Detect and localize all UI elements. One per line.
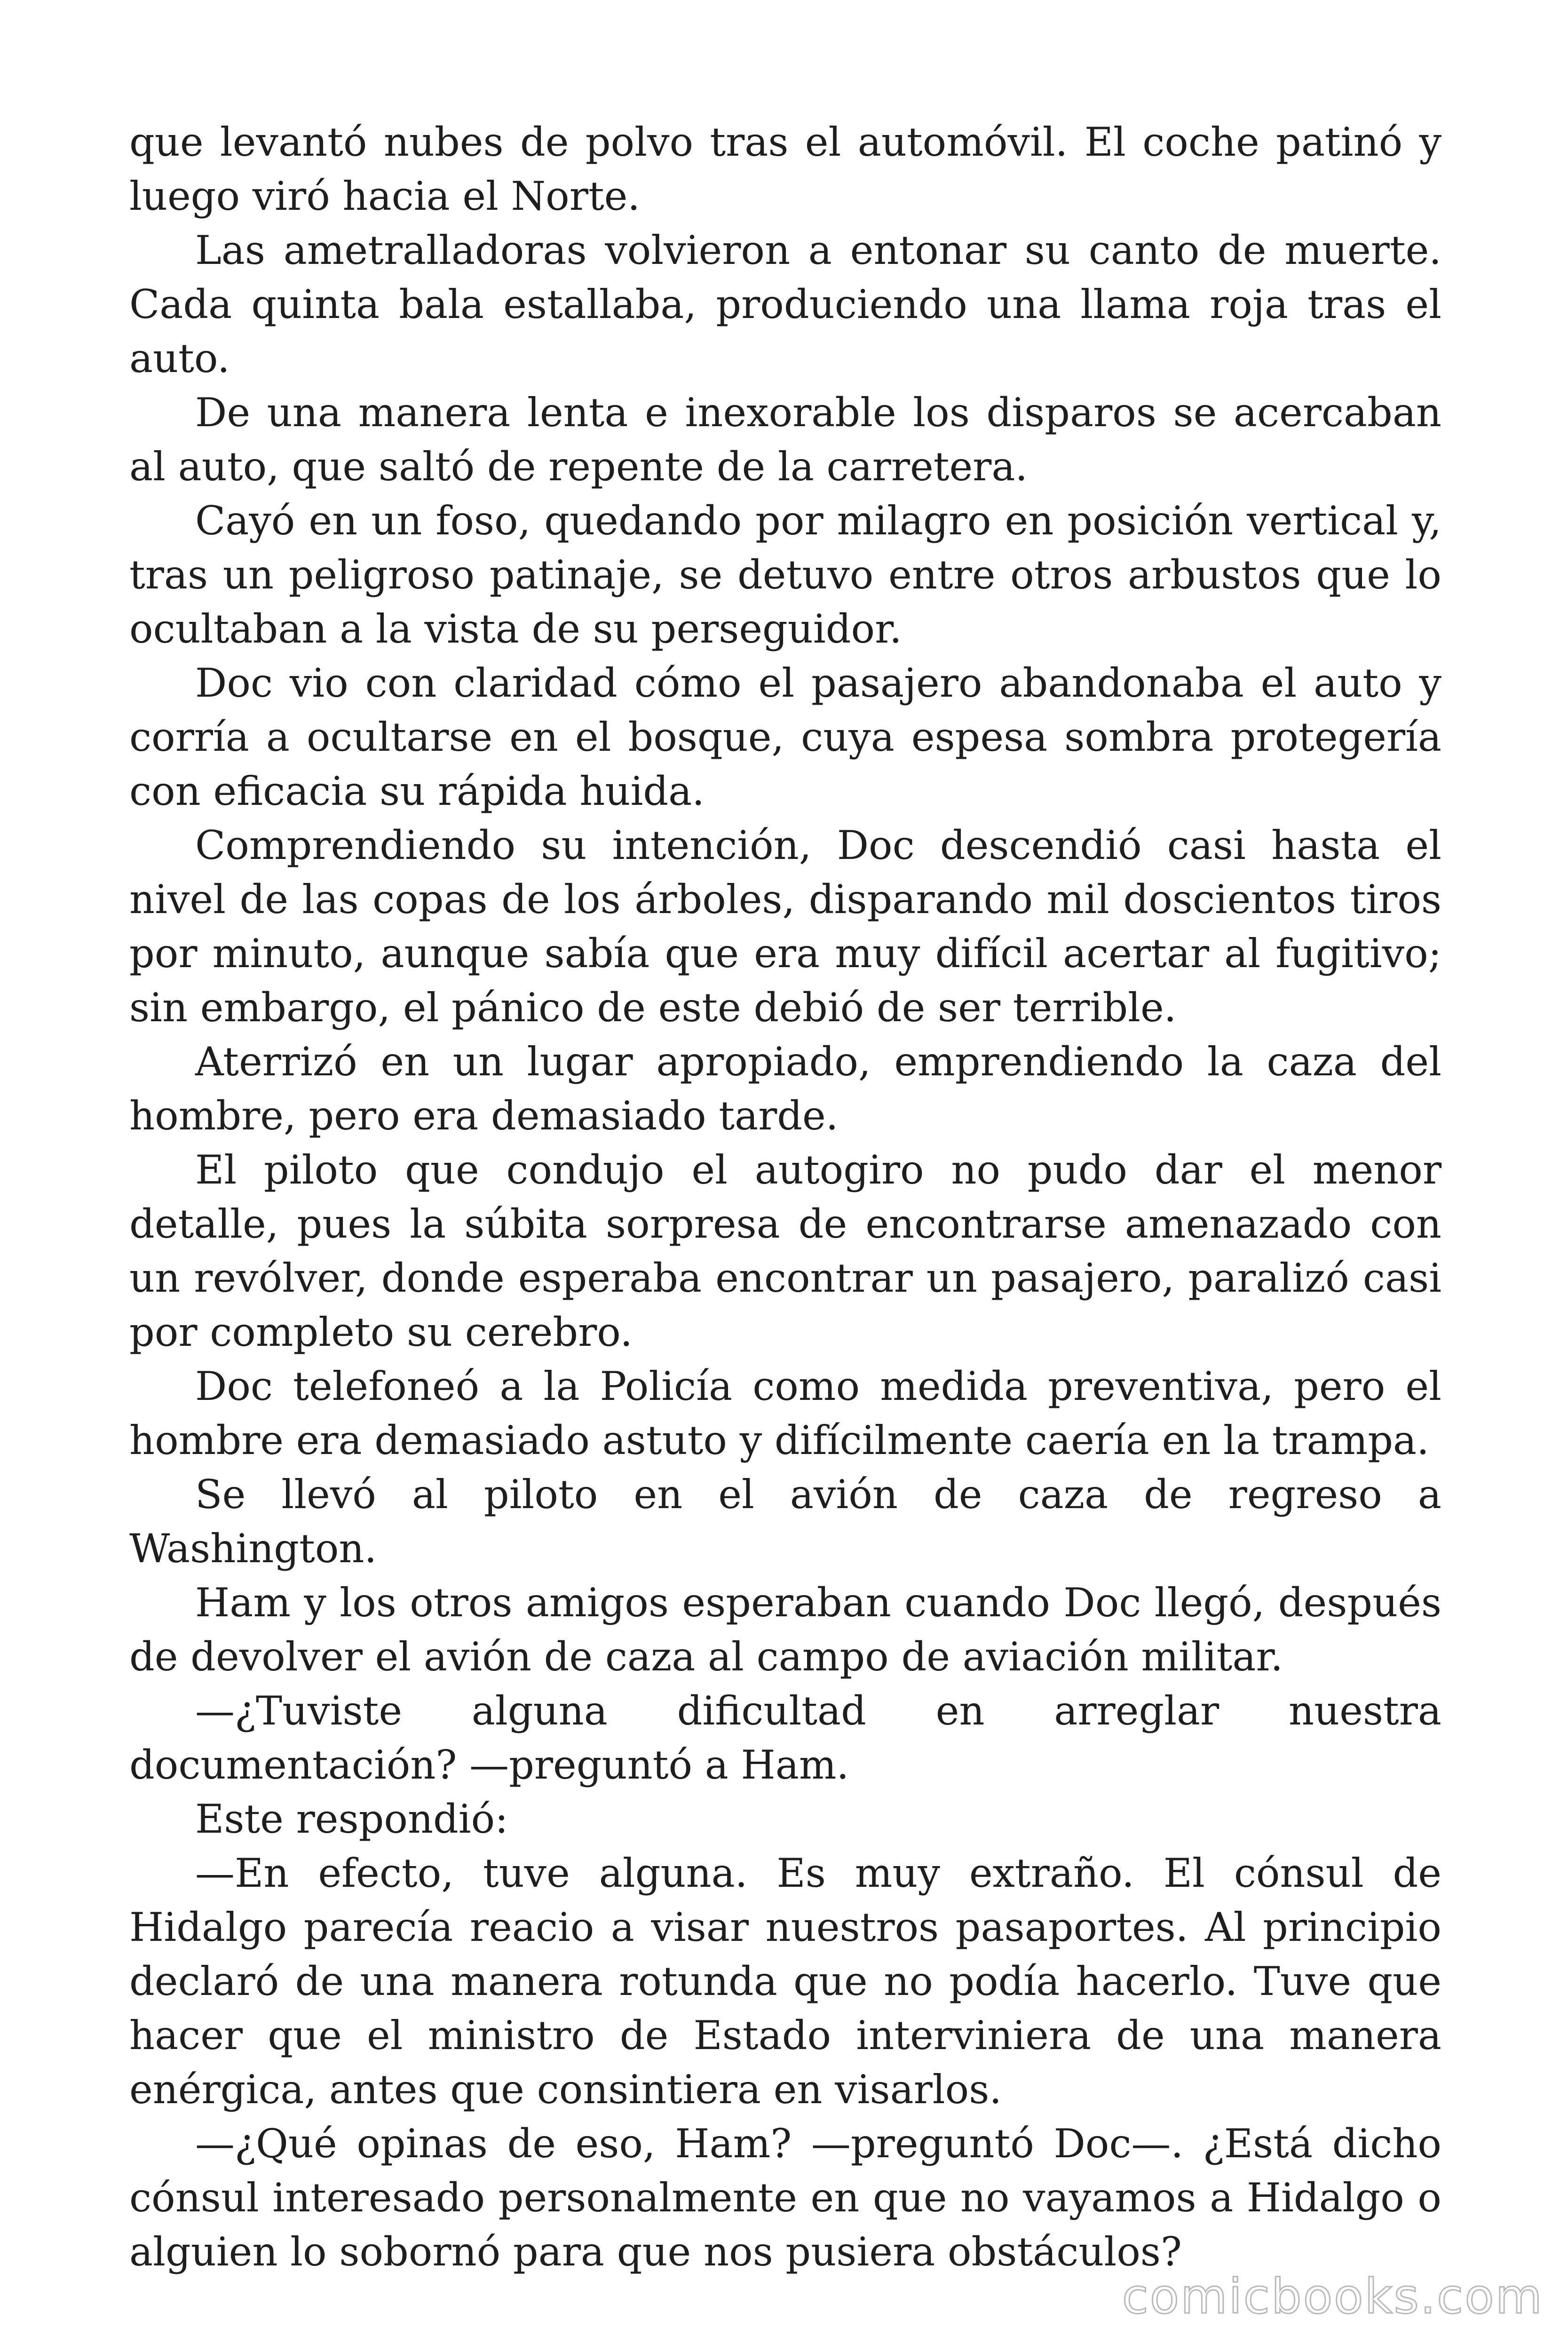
- paragraph: —¿Qué opinas de eso, Ham? —preguntó Doc—. ¿Está dicho cónsul interesado personalmente en que no vayamos a Hidalgo o alguien lo sobornó para que nos pusiera obstáculos?: [129, 2121, 1441, 2275]
- paragraph: Este respondió:: [195, 1796, 508, 1842]
- site-watermark: comicbooks.com: [1122, 2269, 1544, 2325]
- paragraph: Doc telefoneó a la Policía como medida preventiva, pero el hombre era demasiado astuto y difícilmente caería en la trampa.: [129, 1363, 1441, 1463]
- paragraph: Doc vio con claridad cómo el pasajero abandonaba el auto y corría a ocultarse en el bosque, cuya espesa sombra protegería con eficacia su rápida huida.: [129, 660, 1441, 814]
- paragraph: —En efecto, tuve alguna. Es muy extraño. El cónsul de Hidalgo parecía reacio a visar nuestros pasaportes. Al principio declaró de una manera rotunda que no podía hacerlo. Tuve que hacer que el ministro de Estado interviniera de una manera enérgica, antes que consintiera en visarlos.: [129, 1850, 1441, 2113]
- paragraph: Cayó en un foso, quedando por milagro en posición vertical y, tras un peligroso patinaje, se detuvo entre otros arbustos que lo ocultaban a la vista de su perseguidor.: [129, 498, 1441, 652]
- paragraph: que levantó nubes de polvo tras el automóvil. El coche patinó y luego viró hacia el Norte.: [129, 119, 1441, 219]
- paragraph: Ham y los otros amigos esperaban cuando Doc llegó, después de devolver el avión de caza al campo de aviación militar.: [129, 1580, 1441, 1680]
- paragraph: Aterrizó en un lugar apropiado, emprendiendo la caza del hombre, pero era demasiado tarde.: [129, 1039, 1441, 1139]
- paragraph: —¿Tuviste alguna dificultad en arreglar nuestra documentación? —preguntó a Ham.: [129, 1688, 1441, 1788]
- paragraph: El piloto que condujo el autogiro no pudo dar el menor detalle, pues la súbita sorpresa de encontrarse amenazado con un revólver, donde esperaba encontrar un pasajero, paralizó casi por completo su cerebro.: [129, 1147, 1441, 1355]
- page-body: [129, 115, 1441, 2279]
- paragraph: Se llevó al piloto en el avión de caza de regreso a Washington.: [129, 1471, 1441, 1572]
- paragraph: De una manera lenta e inexorable los disparos se acercaban al auto, que saltó de repente de la carretera.: [129, 389, 1441, 490]
- paragraph: Comprendiendo su intención, Doc descendió casi hasta el nivel de las copas de los árboles, disparando mil doscientos tiros por minuto, aunque sabía que era muy difícil acertar al fugitivo; sin embargo, el pánico de este debió de ser terrible.: [129, 822, 1441, 1031]
- paragraph: Las ametralladoras volvieron a entonar su canto de muerte. Cada quinta bala estallaba, produciendo una llama roja tras el auto.: [129, 227, 1441, 381]
